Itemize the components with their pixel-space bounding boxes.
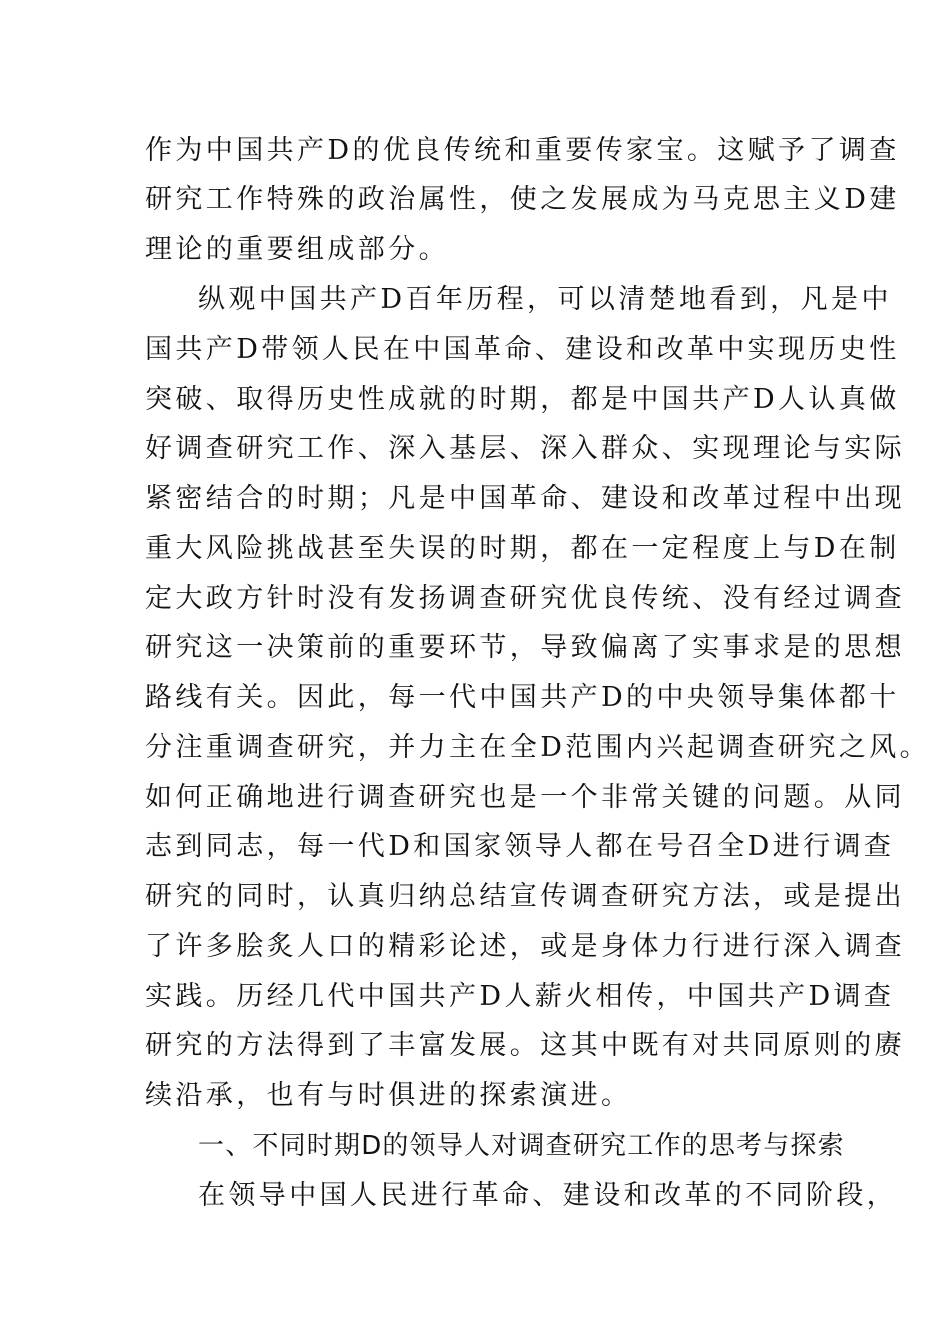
text-line: 志到同志，每一代D和国家领导人都在号召全D进行调查	[145, 831, 895, 862]
text-line: 紧密结合的时期；凡是中国革命、建设和改革过程中出现	[145, 483, 905, 514]
text-line: 路线有关。因此，每一代中国共产D的中央领导集体都十	[145, 682, 900, 713]
text-line: 国共产D带领人民在中国革命、建设和改革中实现历史性	[145, 334, 900, 365]
text-line: 分注重调查研究，并力主在全D范围内兴起调查研究之风。	[145, 732, 931, 763]
section-heading: 一、不同时期D的领导人对调查研究工作的思考与探索	[198, 1131, 845, 1161]
text-line: 如何正确地进行调查研究也是一个非常关键的问题。从同	[145, 782, 905, 813]
text-line: 定大政方针时没有发扬调查研究优良传统、没有经过调查	[145, 583, 905, 614]
text-line: 突破、取得历史性成就的时期，都是中国共产D人认真做	[145, 384, 900, 415]
text-line: 好调查研究工作、深入基层、深入群众、实现理论与实际	[145, 433, 905, 464]
text-line: 实践。历经几代中国共产D人薪火相传，中国共产D调查	[145, 981, 895, 1012]
text-line: 重大风险挑战甚至失误的时期，都在一定程度上与D在制	[145, 533, 900, 564]
text-line: 作为中国共产D的优良传统和重要传家宝。这赋予了调查	[145, 135, 900, 166]
text-line: 研究的同时，认真归纳总结宣传调查研究方法，或是提出	[145, 881, 905, 912]
text-line: 研究这一决策前的重要环节，导致偏离了实事求是的思想	[145, 632, 905, 663]
text-line: 续沿承，也有与时俱进的探索演进。	[145, 1080, 632, 1111]
text-line: 理论的重要组成部分。	[145, 234, 449, 265]
text-line: 了许多脍炙人口的精彩论述，或是身体力行进行深入调查	[145, 931, 905, 962]
text-line: 研究的方法得到了丰富发展。这其中既有对共同原则的赓	[145, 1030, 905, 1061]
paragraph-first-line: 纵观中国共产D百年历程，可以清楚地看到，凡是中	[198, 284, 892, 315]
text-line: 研究工作特殊的政治属性，使之发展成为马克思主义D建	[145, 184, 900, 215]
paragraph-first-line: 在领导中国人民进行革命、建设和改革的不同阶段，	[198, 1180, 898, 1211]
